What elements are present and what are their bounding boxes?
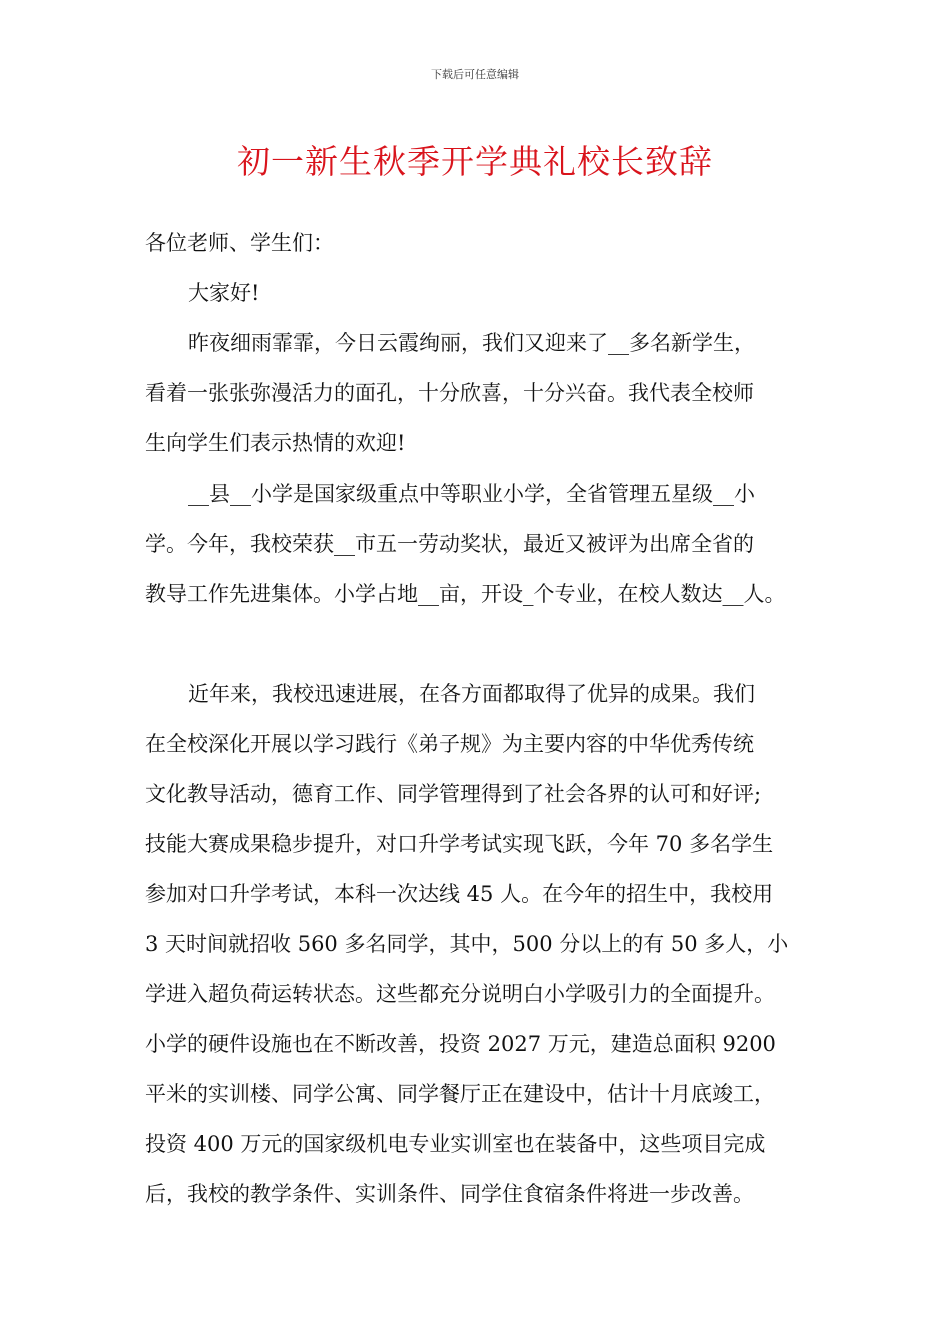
- paragraph-3-line-4: 技能大赛成果稳步提升，对口升学考试实现飞跃，今年 70 多名学生: [145, 832, 774, 856]
- paragraph-3-line-8: 小学的硬件设施也在不断改善，投资 2027 万元，建造总面积 9200: [145, 1032, 776, 1056]
- paragraph-2-line-1: __县__小学是国家级重点中等职业小学，全省管理五星级__小: [188, 482, 755, 506]
- header-note: 下载后可任意编辑: [431, 68, 519, 81]
- paragraph-1-line-3: 生向学生们表示热情的欢迎!: [145, 431, 406, 455]
- paragraph-3-line-2: 在全校深化开展以学习践行《弟子规》为主要内容的中华优秀传统: [145, 732, 754, 756]
- paragraph-3-line-5: 参加对口升学考试，本科一次达线 45 人。在今年的招生中，我校用: [145, 882, 774, 906]
- paragraph-3-line-1: 近年来，我校迅速进展，在各方面都取得了优异的成果。我们: [188, 682, 755, 706]
- paragraph-3-line-11: 后，我校的教学条件、实训条件、同学住食宿条件将进一步改善。: [145, 1182, 754, 1206]
- paragraph-3-line-10: 投资 400 万元的国家级机电专业实训室也在装备中，这些项目完成: [145, 1132, 766, 1156]
- paragraph-2-line-3: 教导工作先进集体。小学占地__亩，开设_个专业，在校人数达__人。: [145, 582, 786, 606]
- paragraph-2-line-2: 学。今年，我校荣获__市五一劳动奖状，最近又被评为出席全省的: [145, 532, 754, 556]
- paragraph-1-line-1: 昨夜细雨霏霏，今日云霞绚丽，我们又迎来了__多名新学生，: [188, 331, 755, 355]
- paragraph-1-line-2: 看着一张张弥漫活力的面孔，十分欣喜，十分兴奋。我代表全校师: [145, 381, 754, 405]
- greeting: 大家好!: [188, 281, 260, 305]
- document-title: 初一新生秋季开学典礼校长致辞: [237, 142, 713, 181]
- paragraph-3-line-7: 学进入超负荷运转状态。这些都充分说明白小学吸引力的全面提升。: [145, 982, 775, 1006]
- salutation: 各位老师、学生们：: [145, 231, 334, 255]
- paragraph-3-line-3: 文化教导活动，德育工作、同学管理得到了社会各界的认可和好评;: [145, 782, 762, 806]
- paragraph-3-line-9: 平米的实训楼、同学公寓、同学餐厅正在建设中，估计十月底竣工，: [145, 1082, 775, 1106]
- paragraph-3-line-6: 3 天时间就招收 560 多名同学，其中，500 分以上的有 50 多人，小: [145, 932, 789, 956]
